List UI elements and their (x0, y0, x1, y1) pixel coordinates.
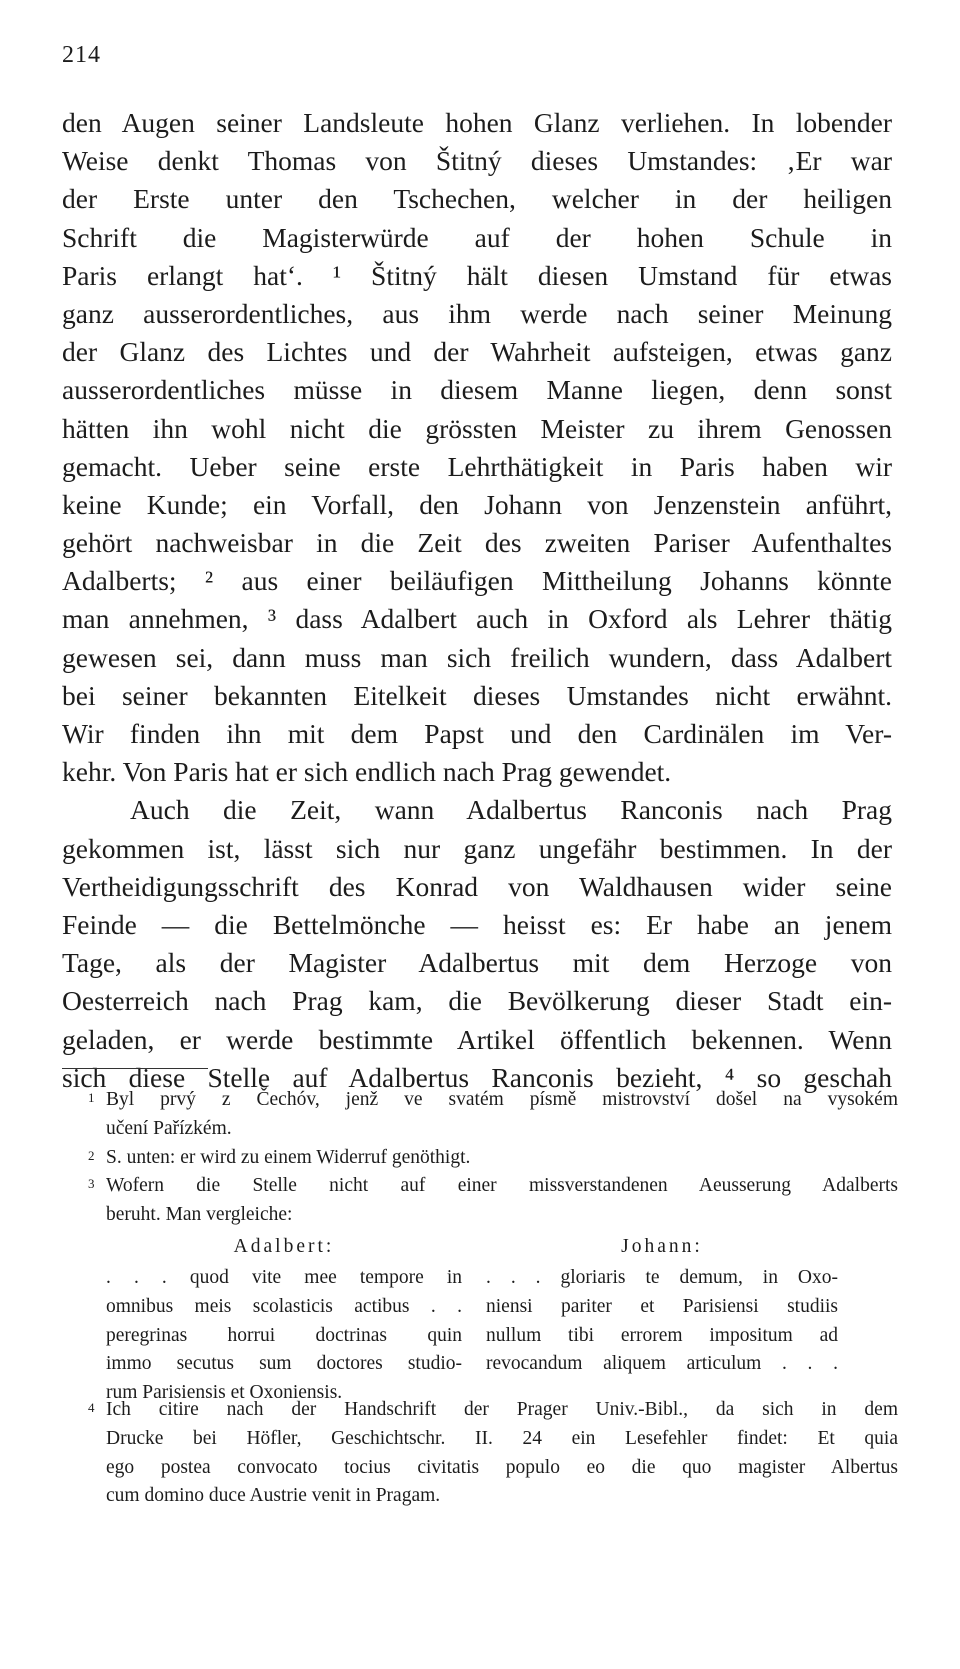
text-line: geladen, er werde bestimmte Artikel öffentlich bekennen. Wenn (62, 1023, 892, 1055)
text-line: Wir finden ihn mit dem Papst und den Cardinälen im Ver- (62, 718, 892, 749)
quote-line: immo secutus sum doctores studio- (106, 1353, 462, 1375)
johann-column (486, 1230, 838, 1379)
text-line: Feinde — die Bettelmönche — heisst es: Er habe an jenem (62, 908, 892, 940)
quote-line: revocandum aliquem articulum . . . (486, 1353, 838, 1375)
adalbert-column (106, 1230, 462, 1408)
footnote-mark: 3 (88, 1176, 95, 1192)
footnote-2 (62, 1144, 898, 1173)
footnote-line: Ich citire nach der Handschrift der Prager Univ.-Bibl., da sich in dem (106, 1398, 898, 1420)
footnote-line: Wofern die Stelle nicht auf einer missverstandenen Aeusserung Adalberts (106, 1175, 898, 1197)
footnote-line: Drucke bei Höfler, Geschichtschr. II. 24 ein Lesefehler findet: Et quia (106, 1427, 898, 1449)
text-line: Weise denkt Thomas von Štitný dieses Umstandes: ‚Er war (62, 145, 892, 177)
text-line: ganz ausserordentliches, aus ihm werde nach seiner Meinung (62, 297, 892, 329)
footnote-3 (62, 1172, 898, 1230)
quote-line: nullum tibi errorem impositum ad (486, 1324, 838, 1346)
text-line: den Augen seiner Landsleute hohen Glanz verliehen. In lobender (62, 107, 892, 138)
quote-line: rum Parisiensis et Oxoniensis. (106, 1382, 343, 1404)
footnote-line: beruht. Man vergleiche: (106, 1204, 293, 1226)
quote-line: . . . quod vite mee tempore in (106, 1266, 462, 1288)
quote-line: niensi pariter et Parisiensi studiis (486, 1295, 838, 1317)
adalbert-heading: Adalbert: (233, 1235, 335, 1257)
quotation-comparison (106, 1230, 898, 1404)
footnote-line: ego postea convocato tocius civitatis populo eo die quo magister Albertus (106, 1456, 898, 1478)
text-line: gekommen ist, lässt sich nur ganz ungefähr bestimmen. In der (62, 832, 892, 864)
footnote-line: učení Pařízkém. (106, 1117, 232, 1139)
text-line: kehr. Von Paris hat er sich endlich nach Prag gewendet. (62, 756, 672, 788)
text-line: gewesen sei, dann muss man sich freilich wundern, dass Adalbert (62, 641, 892, 673)
text-line: Vertheidigungsschrift des Konrad von Waldhausen wider seine (62, 870, 892, 902)
footnotes (62, 1086, 898, 1511)
text-line: Tage, als der Magister Adalbertus mit dem Herzoge von (62, 947, 892, 979)
quote-line: . . . gloriaris te demum, in Oxo- (486, 1266, 838, 1288)
quote-line: omnibus meis scolasticis actibus . . (106, 1295, 462, 1317)
footnote-1 (62, 1086, 898, 1144)
text-line: ausserordentliches müsse in diesem Manne liegen, denn sonst (62, 374, 892, 406)
text-line: keine Kunde; ein Vorfall, den Johann von Jenzenstein anführt, (62, 488, 892, 520)
footnote-separator (62, 1068, 208, 1069)
text-line: Oesterreich nach Prag kam, die Bevölkerung dieser Stadt ein- (62, 985, 892, 1017)
footnote-line: S. unten: er wird zu einem Widerruf genöthigt. (106, 1146, 471, 1168)
footnote-mark: 1 (88, 1090, 95, 1105)
footnote-line: Byl prvý z Čechóv, jenž ve svatém písmě mistrovství došel na vysokém (106, 1089, 898, 1110)
text-line: bei seiner bekannten Eitelkeit dieses Umstandes nicht erwähnt. (62, 679, 892, 711)
text-line: Adalberts; ² aus einer beiläufigen Mittheilung Johanns könnte (62, 565, 892, 597)
text-line: man annehmen, ³ dass Adalbert auch in Oxford als Lehrer thätig (62, 603, 892, 635)
text-line: Auch die Zeit, wann Adalbertus Ranconis nach Prag (130, 794, 892, 826)
text-line: Paris erlangt hat‘. ¹ Štitný hält diesen Umstand für etwas (62, 259, 892, 291)
page-number: 214 (62, 42, 101, 68)
text-line: der Glanz des Lichtes und der Wahrheit aufsteigen, etwas ganz (62, 336, 892, 368)
main-text (62, 104, 892, 1097)
footnote-mark: 2 (88, 1147, 95, 1163)
text-line: Schrift die Magisterwürde auf der hohen Schule in (62, 221, 892, 253)
text-line: hätten ihn wohl nicht die grössten Meister zu ihrem Genossen (62, 412, 892, 444)
text-line: sich diese Stelle auf Adalbertus Ranconis bezieht, ⁴ so geschah (62, 1061, 892, 1093)
text-line: gemacht. Ueber seine erste Lehrthätigkeit in Paris haben wir (62, 450, 892, 482)
johann-heading: Johann: (621, 1235, 703, 1257)
footnote-line: cum domino duce Austrie venit in Pragam. (106, 1485, 441, 1507)
text-line: der Erste unter den Tschechen, welcher in der heiligen (62, 183, 892, 215)
footnote-mark: 4 (88, 1399, 95, 1415)
footnote-4 (62, 1396, 898, 1511)
quote-line: peregrinas horrui doctrinas quin (106, 1324, 462, 1346)
text-line: gehört nachweisbar in die Zeit des zweiten Pariser Aufenthaltes (62, 527, 892, 559)
